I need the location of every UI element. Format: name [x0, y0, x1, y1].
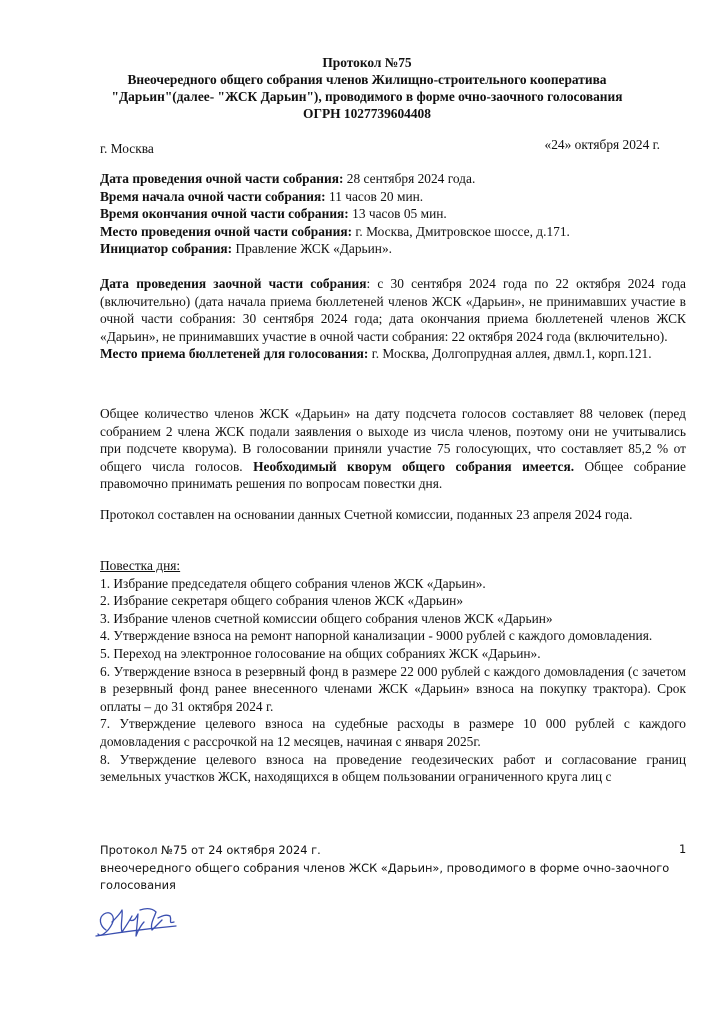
- quorum-tail: Общее собрание правомочно принимать решения по вопросам повестки дня.: [100, 458, 687, 492]
- absentee-info: [100, 275, 686, 363]
- basis-paragraph: Протокол составлен на основании данных Счетной комиссии, поданных 23 апреля 2024 года.: [100, 507, 633, 522]
- initiator-value: Правление ЖСК «Дарьин».: [232, 241, 393, 257]
- agenda-item: 7. Утверждение целевого взноса на судебные расходы в размере 10 000 рублей с каждого домовладения с рассрочкой на 12 месяцев, начиная с января 2025г.: [100, 716, 686, 749]
- quorum-text: Общее количество членов ЖСК «Дарьин» на дату подсчета голосов составляет 88 человек (перед собранием 2 члена ЖСК подали заявления о выходе из числа членов, поэтому они не учитывались при подсчете кворума). В голосовании приняли участие 75 голосующих, что составляет 85,2 % от общего числа голосов.: [100, 406, 686, 474]
- ballot-place-value: г. Москва, Долгопрудная аллея, двмл.1, корп.121.: [368, 346, 652, 362]
- agenda-item: 8. Утверждение целевого взноса на проведение геодезических работ и согласование границ земельных участков ЖСК, находящихся в общем пользовании ограниченного круга лиц с: [100, 751, 686, 785]
- agenda-item: 3. Избрание членов счетной комиссии общего собрания членов ЖСК «Дарьин»: [100, 610, 553, 626]
- quorum-statement: Необходимый кворум общего собрания имеется.: [253, 458, 575, 474]
- place: г. Москва: [100, 141, 154, 156]
- meeting-place: [100, 223, 686, 241]
- page-number: 1: [679, 842, 687, 856]
- meeting-place-label: Место проведения очной части собрания:: [100, 223, 353, 239]
- agenda: [100, 557, 686, 786]
- start-time-value: 11 часов 20 мин.: [325, 188, 424, 204]
- in-person-date-value: 28 сентября 2024 года.: [343, 171, 476, 186]
- meeting-place-value: г. Москва, Дмитровское шоссе, д.171.: [352, 223, 570, 239]
- initiator: [100, 240, 686, 258]
- document-header: [80, 54, 654, 122]
- initiator-label: Инициатор собрания:: [100, 241, 233, 257]
- agenda-item: 6. Утверждение взноса в резервный фонд в размере 22 000 рублей с каждого домовладения (с зачетом в резервный фонд ранее внесенного членами ЖСК «Дарьин» взноса на покупку трактора). Срок оплаты – до 31 октября 2024 г.: [100, 663, 686, 714]
- ballot-place: [100, 345, 686, 363]
- agenda-item: 1. Избрание председателя общего собрания членов ЖСК «Дарьин».: [100, 575, 486, 591]
- absentee-period: [100, 275, 686, 345]
- in-person-date-label: Дата проведения очной части собрания:: [100, 171, 344, 186]
- end-time-label: Время окончания очной части собрания:: [100, 206, 349, 222]
- end-time: [100, 205, 686, 223]
- footer-protocol-ref: Протокол №75 от 24 октября 2024 г.: [100, 843, 321, 857]
- signature-image: [92, 900, 182, 944]
- protocol-title: Протокол №75: [322, 55, 412, 70]
- document-date: «24» октября 2024 г.: [544, 137, 660, 152]
- agenda-title: Повестка дня:: [100, 558, 181, 573]
- absentee-label: Дата проведения заочной части собрания: [100, 276, 367, 291]
- page-footer: [100, 842, 700, 895]
- meeting-info: [100, 170, 686, 258]
- in-person-date: [100, 170, 686, 188]
- ballot-place-label: Место приема бюллетеней для голосования:: [100, 346, 369, 362]
- agenda-item: 2. Избрание секретаря общего собрания членов ЖСК «Дарьин»: [100, 593, 464, 609]
- agenda-item: 4. Утверждение взноса на ремонт напорной канализации - 9000 рублей с каждого домовладения.: [100, 628, 653, 644]
- footer-meeting-ref: внеочередного общего собрания членов ЖСК «Дарьин», проводимого в форме очно-заочного голосования: [100, 860, 670, 893]
- meeting-title: Внеочередного общего собрания членов Жилищно-строительного кооператива: [127, 72, 607, 87]
- start-time-label: Время начала очной части собрания:: [100, 188, 326, 204]
- end-time-value: 13 часов 05 мин.: [348, 206, 447, 222]
- start-time: [100, 188, 686, 206]
- agenda-item: 5. Переход на электронное голосование на общих собраниях ЖСК «Дарьин».: [100, 645, 541, 661]
- meeting-subtitle: "Дарьин"(далее- "ЖСК Дарьин"), проводимого в форме очно-заочного голосования: [111, 89, 623, 104]
- quorum-paragraph: [100, 405, 686, 493]
- absentee-text: : с 30 сентября 2024 года по 22 октября 2024 года (включительно) (дата начала приема бюллетеней членов ЖСК «Дарьин», не принимавших участие в очной части собрания: 30 сентября 2024 года; дата окончания приема бюллетеней членов ЖСК «Дарьин», не принимавших участие в очной части собрания: 22 октября 2024 года (включительно).: [100, 276, 686, 344]
- ogrn: ОГРН 1027739604408: [303, 106, 431, 121]
